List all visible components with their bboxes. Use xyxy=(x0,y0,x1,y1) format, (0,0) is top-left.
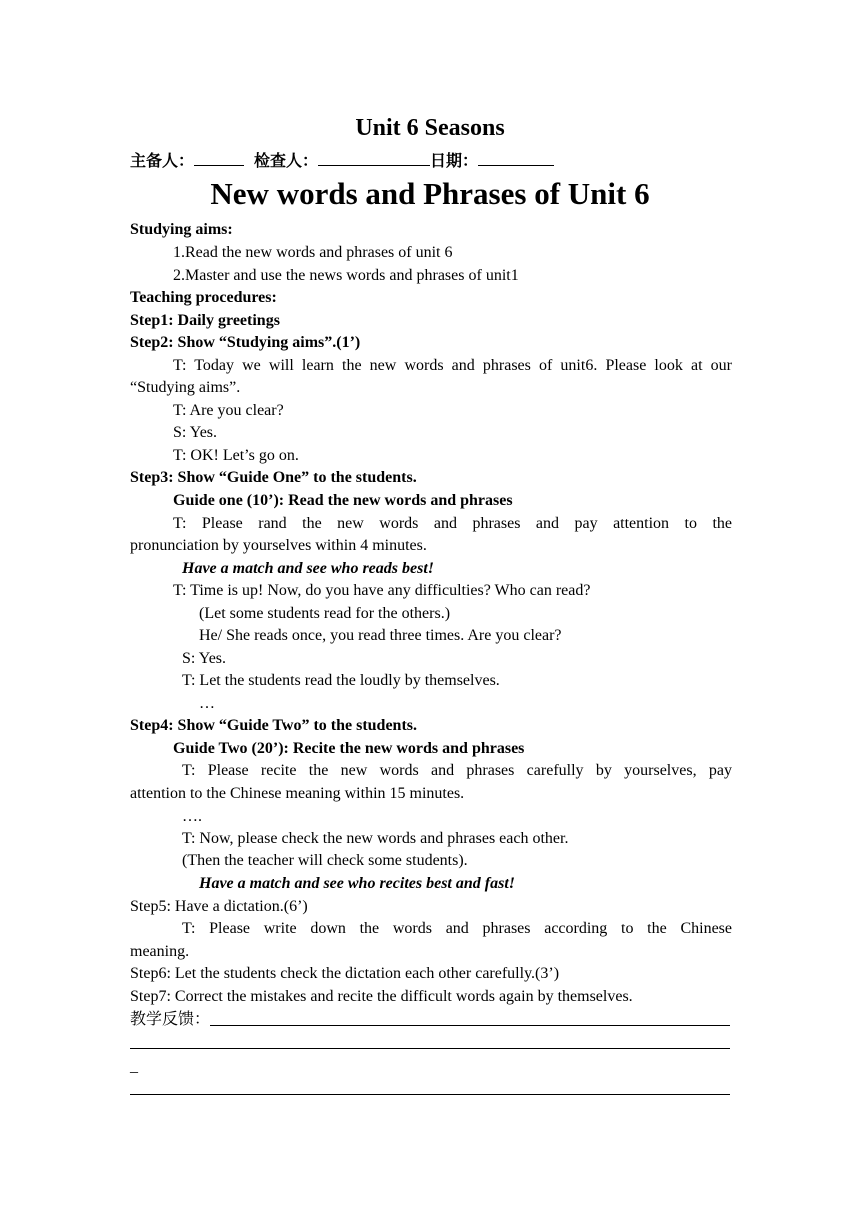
student-line-1: S: Yes. xyxy=(173,424,218,441)
student-line-2: S: Yes. xyxy=(182,650,227,667)
studying-aims-heading: Studying aims: xyxy=(130,221,233,238)
guide-one: Guide one (10’): Read the new words and phrases xyxy=(173,492,513,509)
let-students-line: (Let some students read for the others.) xyxy=(199,605,451,622)
aim-1: 1.Read the new words and phrases of unit 6 xyxy=(173,244,453,261)
date-label: 日期： xyxy=(430,151,479,170)
teacher-line-8: T: Now, please check the new words and phrases each other. xyxy=(182,830,569,847)
preparer-row xyxy=(130,149,554,173)
feedback-line-3 xyxy=(130,1094,730,1095)
procedures-heading: Teaching procedures: xyxy=(130,289,277,306)
teacher-line-9b: meaning. xyxy=(130,943,190,960)
teacher-line-7a: T: Please recite the new words and phrases carefully by yourselves, pay xyxy=(182,762,732,779)
teacher-line-6: T: Let the students read the loudly by themselves. xyxy=(182,672,500,689)
step-2: Step2: Show “Studying aims”.(1’) xyxy=(130,334,361,351)
date-blank xyxy=(478,149,554,166)
aim-2: 2.Master and use the news words and phrases of unit1 xyxy=(173,267,519,284)
step-7: Step7: Correct the mistakes and recite the difficult words again by themselves. xyxy=(130,988,633,1005)
match-line-2: Have a match and see who recites best and fast! xyxy=(199,875,515,892)
document-subtitle: New words and Phrases of Unit 6 xyxy=(210,176,650,211)
teacher-line-1b: “Studying aims”. xyxy=(130,379,241,396)
match-line-1: Have a match and see who reads best! xyxy=(182,560,434,577)
preparer-blank xyxy=(194,149,244,166)
teacher-line-4b: pronunciation by yourselves within 4 minutes. xyxy=(130,537,427,554)
step-6: Step6: Let the students check the dictation each other carefully.(3’) xyxy=(130,965,560,982)
teacher-line-7b: attention to the Chinese meaning within 15 minutes. xyxy=(130,785,465,802)
teacher-line-9a: T: Please write down the words and phrases according to the Chinese xyxy=(182,920,732,937)
feedback-line-2 xyxy=(130,1048,730,1049)
page-title: Unit 6 Seasons xyxy=(355,115,505,141)
teacher-line-2: T: Are you clear? xyxy=(173,402,284,419)
teacher-line-3: T: OK! Let’s go on. xyxy=(173,447,299,464)
checker-label: 检查人： xyxy=(254,151,319,170)
checker-blank xyxy=(318,149,430,166)
preparer-label: 主备人： xyxy=(130,151,195,170)
step-5: Step5: Have a dictation.(6’) xyxy=(130,898,308,915)
teacher-line-1a: T: Today we will learn the new words and phrases of unit6. Please look at our xyxy=(173,357,732,374)
teacher-line-4a: T: Please rand the new words and phrases and pay attention to the xyxy=(173,515,732,532)
feedback-line-1 xyxy=(210,1025,730,1026)
reads-once-line: He/ She reads once, you read three times. Are you clear? xyxy=(199,627,562,644)
ellipsis-1: … xyxy=(199,695,215,712)
then-teacher-line: (Then the teacher will check some students). xyxy=(182,852,468,869)
feedback-label: 教学反馈： xyxy=(130,1009,211,1028)
guide-two: Guide Two (20’): Recite the new words and phrases xyxy=(173,740,525,757)
feedback-row xyxy=(130,1008,732,1031)
ellipsis-2: …. xyxy=(182,808,202,825)
teacher-line-5: T: Time is up! Now, do you have any difficulties? Who can read? xyxy=(173,582,591,599)
step-4: Step4: Show “Guide Two” to the students. xyxy=(130,717,418,734)
feedback-dash: _ xyxy=(130,1058,138,1075)
step-3: Step3: Show “Guide One” to the students. xyxy=(130,469,417,486)
step-1: Step1: Daily greetings xyxy=(130,312,280,329)
